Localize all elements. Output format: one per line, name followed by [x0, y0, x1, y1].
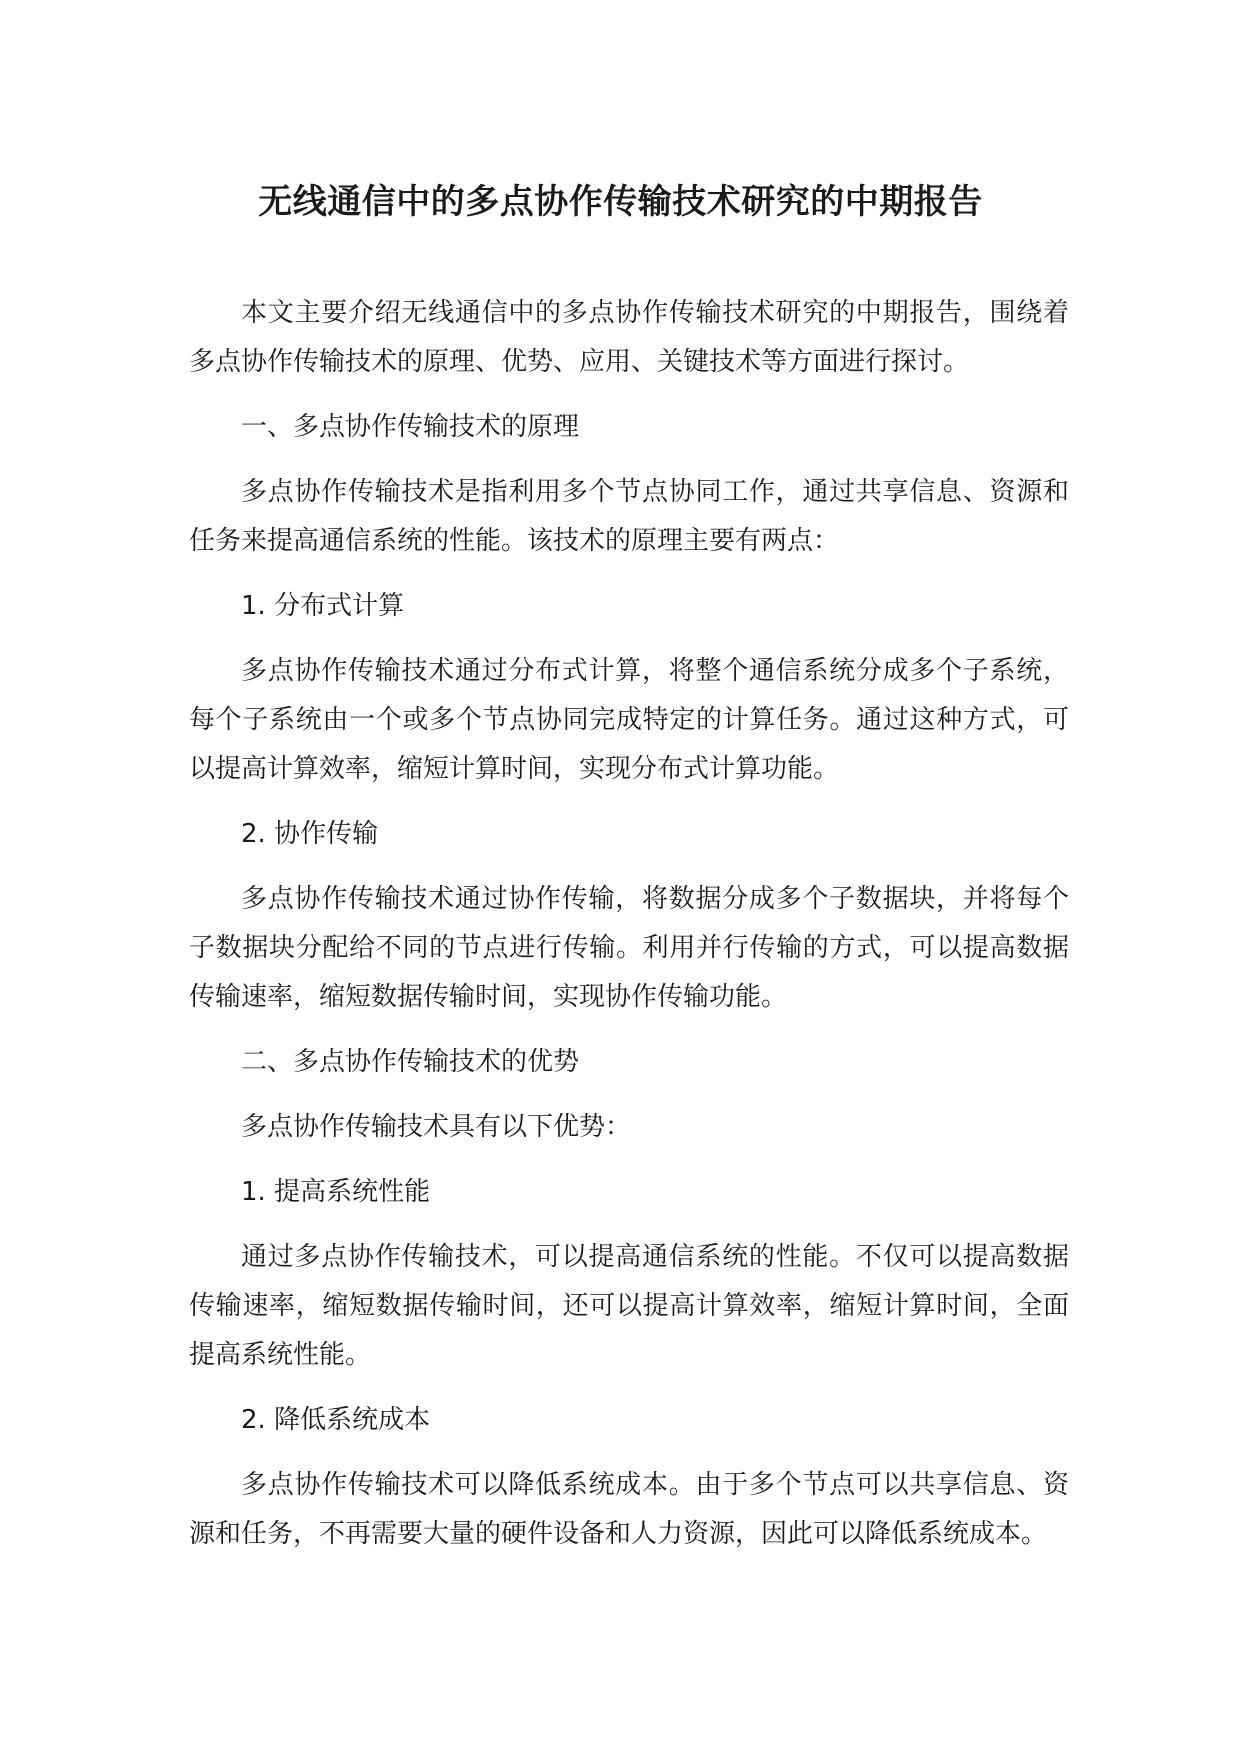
- paragraph-improve-performance: 通过多点协作传输技术，可以提高通信系统的性能。不仅可以提高数据传输速率，缩短数据传输时间，还可以提高计算效率，缩短计算时间，全面提高系统性能。: [189, 1242, 1069, 1370]
- subheading-reduce-cost: 2. 降低系统成本: [241, 1405, 431, 1435]
- paragraph-reduce-cost: 多点协作传输技术可以降低系统成本。由于多个节点可以共享信息、资源和任务，不再需要大量的硬件设备和人力资源，因此可以降低系统成本。: [189, 1470, 1069, 1549]
- document-body: [189, 289, 1069, 1575]
- subheading-cooperative-transmission: 2. 协作传输: [241, 819, 379, 849]
- subheading-distributed-computing: 1. 分布式计算: [241, 591, 405, 621]
- paragraph-distributed-computing: 多点协作传输技术通过分布式计算，将整个通信系统分成多个子系统，每个子系统由一个或多个节点协同完成特定的计算任务。通过这种方式，可以提高计算效率，缩短计算时间，实现分布式计算功能。: [189, 656, 1069, 784]
- paragraph-principle-intro: 多点协作传输技术是指利用多个节点协同工作，通过共享信息、资源和任务来提高通信系统的性能。该技术的原理主要有两点：: [189, 477, 1069, 556]
- section-heading-advantages: 二、多点协作传输技术的优势: [241, 1047, 580, 1077]
- intro-paragraph: 本文主要介绍无线通信中的多点协作传输技术研究的中期报告，围绕着多点协作传输技术的原理、优势、应用、关键技术等方面进行探讨。: [189, 298, 1069, 377]
- document-title: 无线通信中的多点协作传输技术研究的中期报告: [258, 182, 983, 222]
- paragraph-advantages-intro: 多点协作传输技术具有以下优势：: [241, 1112, 632, 1142]
- section-heading-principle: 一、多点协作传输技术的原理: [241, 412, 580, 442]
- subheading-improve-performance: 1. 提高系统性能: [241, 1177, 431, 1207]
- paragraph-cooperative-transmission: 多点协作传输技术通过协作传输，将数据分成多个子数据块，并将每个子数据块分配给不同的节点进行传输。利用并行传输的方式，可以提高数据传输速率，缩短数据传输时间，实现协作传输功能。: [189, 884, 1069, 1012]
